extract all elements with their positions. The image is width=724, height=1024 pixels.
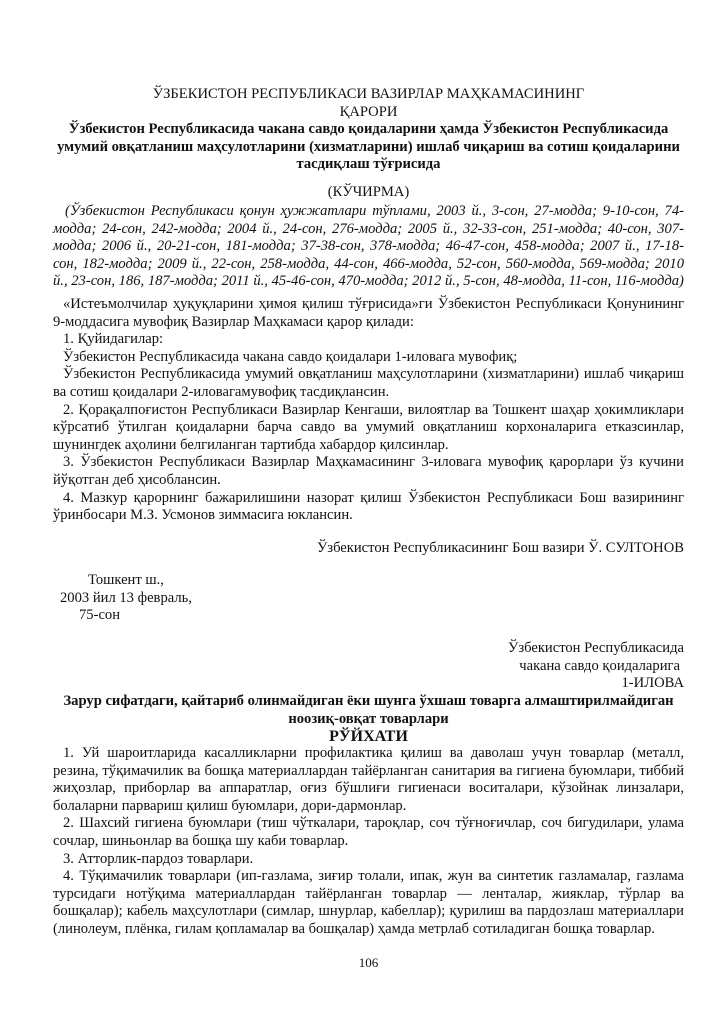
list-item: 2. Шахсий гигиена буюмлари (тиш чўткалари, тароқлар, соч тўғноғичлар, соч бигудилари, улама сочлар, шиньонлар ва бошқа шу каби товарлар. [53,815,684,849]
list-heading: РЎЙХАТИ [329,728,408,745]
document-title: Ўзбекистон Республикасида чакана савдо қоидаларини ҳамда Ўзбекистон Республикасида умумий овқатланиш маҳсулотларини (хизматларини) ишлаб чиқариш ва сотиш қоидаларини тасдиқлаш тўғрисида [57,121,680,173]
body-paragraph: Ўзбекистон Республикасида чакана савдо қоидалари 1-иловага мувофиқ; [63,348,518,365]
page-number: 106 [358,955,379,970]
header-line: ҚАРОРИ [339,103,398,120]
document-header [53,86,684,174]
decree-number: 75-сон [79,607,121,624]
decree-body [53,296,684,525]
items-list [53,745,684,939]
list-item: 4. Тўқимачилик товарлари (ип-газлама, зиғир толали, ипак, жун ва синтетик газламалар, газлама турсидаги нотўқима материаллардан тайёрланган товарлар — ленталар, жияклар, тўрлар ва бошқалар); кабель маҳсулотлари (симлар, шнурлар, кабеллар); қурилиш ва пардозлаш материаллари (линолеум, плёнка, гилам қопламалар ва бошқалар) ҳамда метрлаб сотиладиган бошқа товарлар. [53,868,684,937]
place: Тошкент ш., [88,572,164,588]
body-paragraph: Ўзбекистон Республикасида умумий овқатланиш маҳсулотларини (хизматларини) ишлаб чиқариш ва сотиш қоидалари 2-иловагамувофиқ тасдиқлансин. [53,366,684,400]
signature: Ўзбекистон Республикасининг Бош вазири Ў. СУЛТОНОВ [316,540,684,556]
body-paragraph: 3. Ўзбекистон Республикаси Вазирлар Маҳкамасининг 3-иловага мувофиқ қарорлари ўз кучини йўқотган деб ҳисоблансин. [53,454,684,488]
body-paragraph: 4. Мазкур қарорнинг бажарилишини назорат қилиш Ўзбекистон Республикаси Бош вазирининг ўринбосари М.З. Усмонов зиммасига юклансин. [53,489,684,524]
excerpt-label: (КЎЧИРМА) [327,184,410,200]
place-date [60,572,260,625]
body-paragraph: 1. Қуйидагилар: [63,331,164,348]
body-paragraph: «Истеъмолчилар ҳуқуқларини ҳимоя қилиш тўғрисида»ги Ўзбекистон Республикаси Қонунининг 9-моддасига мувофиқ Вазирлар Маҳкамаси қарор қилади: [53,296,684,330]
list-item: 3. Атторлик-пардоз товарлари. [63,850,254,867]
list-title: Зарур сифатдаги, қайтариб олинмайдиган ёки шунга ўхшаш товарга алмаштирилмайдиган ноозиқ-овқат товарлари [63,693,674,727]
list-item: 1. Уй шароитларида касалликларни профилактика қилиш ва даволаш учун товарлар (металл, резина, тўқимачилик ва бошқа материаллардан тайёрланган санитария ва гигиена буюмлари, тиббий жиҳозлар, приборлар ва аппаратлар, оғиз бўшлиғи гигиенаси воситалари, кўзойнак линзалари, болаларни парвариш қилиш буюмлари, дори-дармонлар. [53,745,684,814]
annex-number: 1-ИЛОВА [621,675,684,692]
annex-line: чакана савдо қоидаларига [519,657,680,674]
body-paragraph: 2. Қорақалпоғистон Республикаси Вазирлар Кенгаши, вилоятлар ва Тошкент шаҳар ҳокимликлари кўрсатиб ўтилган қоидаларни барча савдо ва умумий овқатланиш корхоналарига етказсинлар, шунингдек аҳолини белгиланган тартибда хабардор қилсинлар. [53,401,684,453]
annex-line: Ўзбекистон Республикасида [508,640,684,656]
date: 2003 йил 13 февраль, [60,589,192,606]
annex-reference [53,640,684,693]
citation: (Ўзбекистон Республикаси қонун ҳужжатлари тўплами, 2003 й., 3-сон, 27-модда; 9-10-сон, 74-модда; 24-сон, 242-модда; 2004 й., 24-сон, 276-модда; 2005 й., 32-33-сон, 251-модда; 40-сон, 307-модда; 2006 й., 20-21-сон, 181-модда; 37-38-сон, 378-модда; 46-47-сон, 458-модда; 2007 й., 17-18-сон, 182-модда; 2009 й., 22-сон, 258-модда, 44-сон, 466-модда, 52-сон, 560-модда, 569-модда; 2010 й., 23-сон, 186, 187-модда; 2011 й., 45-46-сон, 470-модда; 2012 й., 5-сон, 48-модда, 11-сон, 116-модда) [53,203,684,290]
header-line: ЎЗБЕКИСТОН РЕСПУБЛИКАСИ ВАЗИРЛАР МАҲКАМАСИНИНГ [152,86,585,102]
